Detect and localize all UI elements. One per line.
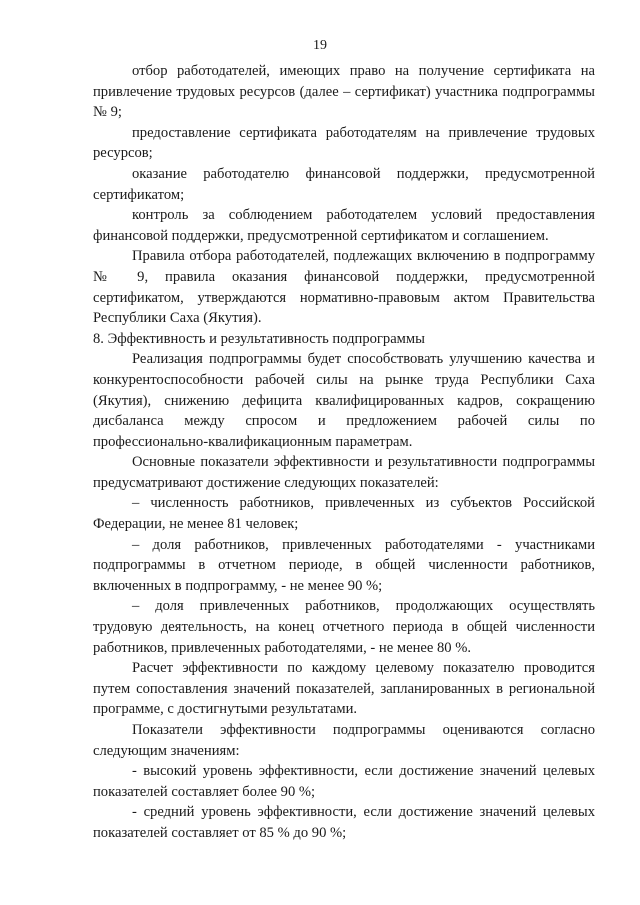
list-item-high-efficiency: - высокий уровень эффективности, если достижение значений целевых показателей составляет более 90 %;	[93, 763, 595, 800]
paragraph-certificate-provision: предоставление сертификата работодателям на привлечение трудовых ресурсов;	[93, 124, 595, 162]
list-item-share-attracted: – доля работников, привлеченных работодателями - участниками подпрограммы в отчетном периоде, в общей численности работников, включенных в подпрограмму, - не менее 90 %;	[93, 536, 595, 594]
paragraph-main-indicators: Основные показатели эффективности и результативности подпрограммы предусматривают достижение следующих показателей:	[93, 454, 595, 491]
paragraph-implementation: Реализация подпрограммы будет способствовать улучшению качества и конкурентоспособности рабочей силы на рынке труда Республики Саха (Якутия), снижению дефицита квалифицированных кадров, сокращению дисбаланса между спросом и предложением рабочей силы по профессионально-квалификационным параметрам.	[93, 351, 595, 450]
paragraph-financial-support: оказание работодателю финансовой поддержки, предусмотренной сертификатом;	[93, 165, 595, 203]
paragraph-calculation: Расчет эффективности по каждому целевому показателю проводится путем сопоставления значений показателей, запланированных в региональной программе, с достигнутыми результатами.	[93, 660, 595, 718]
paragraph-evaluation: Показатели эффективности подпрограммы оцениваются согласно следующим значениям:	[93, 722, 595, 759]
paragraph-selection-of-employers: отбор работодателей, имеющих право на получение сертификата на привлечение трудовых ресурсов (далее – сертификат) участника подпрограммы № 9;	[93, 63, 595, 121]
list-item-workers-count: – численность работников, привлеченных из субъектов Российской Федерации, не менее 81 человек;	[93, 495, 595, 533]
list-item-medium-efficiency: - средний уровень эффективности, если достижение значений целевых показателей составляет от 85 % до 90 %;	[93, 804, 595, 841]
text-column	[93, 61, 595, 844]
list-item-share-continuing: – доля привлеченных работников, продолжающих осуществлять трудовую деятельность, на конец отчетного периода в общей численности работников, привлеченных работодателями, - не менее 80 %.	[93, 598, 595, 656]
page-number: 19	[313, 38, 327, 53]
section-heading: 8. Эффективность и результативность подпрограммы	[93, 330, 425, 347]
paragraph-control: контроль за соблюдением работодателем условий предоставления финансовой поддержки, предусмотренной сертификатом и соглашением.	[93, 207, 595, 244]
paragraph-rules: Правила отбора работодателей, подлежащих включению в подпрограмму № 9, правила оказания финансовой поддержки, предусмотренной сертификатом, утверждаются нормативно-правовым актом Правительства Республики Саха (Якутия).	[93, 248, 595, 327]
